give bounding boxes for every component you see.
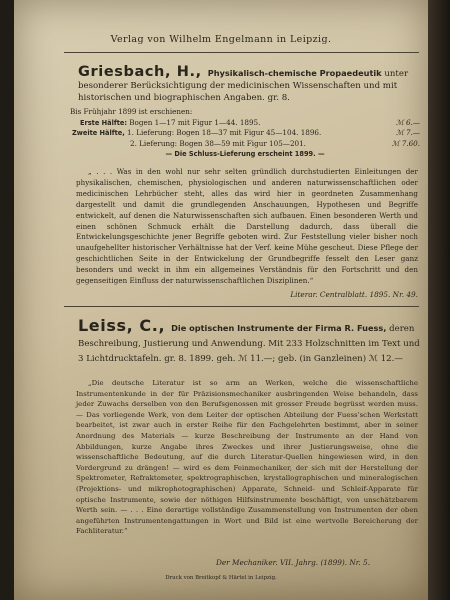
- edition-row: 2. Lieferung: Bogen 38—59 mit Figur 105—201. ℳ 7.60.: [130, 138, 420, 148]
- book-title-rest: deren Beschreibung, Justierung und Anwendung. Mit 233 Holzschnitten im Text und 3 Lichtdrucktafeln. gr. 8. 1899. geh. ℳ 11.—; geb. (in Ganzleinen) ℳ 12.—: [78, 324, 420, 364]
- entry-leiss-heading: [78, 318, 423, 367]
- edition-intro: Bis Frühjahr 1899 ist erschienen:: [70, 107, 193, 116]
- section-rule: [64, 306, 419, 307]
- completion-notice: — Die Schluss-Lieferung erscheint 1899. —: [165, 150, 325, 158]
- book-page: [14, 0, 428, 600]
- book-title: Die optischen Instrumente der Firma R. Fuess,: [171, 323, 387, 333]
- price: ℳ 7.60.: [391, 138, 420, 148]
- book-title: Physikalisch-chemische Propaedeutik: [207, 68, 382, 78]
- review-text: „Die deutsche Literatur ist so arm an Werken, welche die wissenschaftliche Instrumentenkunde in der für Präzisionsmechaniker ausbringenden Weise behandeln, dass jeder Zuwachs derselben von den Berufsgenossen mit grosser Freude begrüsst werden muss. — Das vorliegende Werk, von dem Leiter der optischen Abteilung der Fuess'schen Werkstatt bearbeitet, ist zwar auch in erster Reihe für den Fachgelehrten bestimmt, aber in seiner Anordnung des Materials — kurze Beschreibung der Instrumente an der Hand von Abbildungen, kurze Angabe ihres Zweckes und ihrer Justierungsweise, ohne die wissenschaftliche Bedeutung, auf die durch Literatur-Quellen hingewiesen wird, in den Vordergrund zu drängen! — wird es dem Feinmechaniker, der sich mit der Herstellung der Spektrometer, Refraktometer, spektrographischen, krystallographischen und mineralogischen (Projektions- und mikrophotographischen) Apparate, Schneid- und Schleif-Apparate für optische Instrumente, sowie der nöthigen Hilfsinstrumente beschäftigt, von unschätzbarem Werth sein. — . . . Eine derartige vollständige Zusammenstellung von Instrumenten der oben angeführten Instrumentengattungen in Wort und Bild ist eine wertvolle Bereicherung der Fachliteratur.“: [76, 379, 418, 536]
- review-source: Literar. Centralblatt. 1895. Nr. 49.: [290, 290, 418, 299]
- entry-griesbach-heading: [78, 66, 423, 104]
- author-name: Griesbach, H.,: [78, 64, 202, 80]
- printer-footer: Druck von Breitkopf & Härtel in Leipzig.: [165, 575, 277, 581]
- author-name: Leiss, C.,: [78, 316, 166, 335]
- review-text: „ . . . Was in den wohl nur sehr selten gründlich durchstudierten Einleitungen der physikalischen, chemischen, physiologischen und anderen naturwissenschaftlichen oder medicinischen Lehrbücher steht, alles das wird hier in geordneten Zusammenhang dargestellt und damit die grundlegenden Anschauungen, Hypothesen und Begriffe entwickelt, auf denen die Naturwissenschaften sich aufbauen. Einen besonderen Werth und einen schönen Schmuck erhält die Darstellung dadurch, dass überall die Entwickelungsgeschichte jener Begriffe geboten wird. Zur Feststellung vieler bisher noch unaufgehellter historischer Verhältnisse hat der Verf. keine Mühe gescheut. Diese Pflege der geschichtlichen Seite in der Entwickelung der Grundbegriffe fesselt den Leser ganz besonders und weckt in ihm ein allgemeines Verständnis für den Fortschritt und den gegenseitigen Einfluss der naturwissenschaftlichen Disziplinen.“: [76, 167, 418, 286]
- book-title-rest: unter besonderer Berücksichtigung der medicinischen Wissenschaften und mit historischen und biographischen Angaben. gr. 8.: [78, 69, 409, 103]
- edition-list: [70, 107, 420, 160]
- price: ℳ 6.—: [395, 117, 420, 127]
- edition-row: Zweite Hälfte, 1. Lieferung: Bogen 18—37 mit Figur 45—104. 1896. ℳ 7.—: [72, 128, 420, 137]
- edition-row: Erste Hälfte: Bogen 1—17 mit Figur 1—44. 1895. ℳ 6.—: [80, 117, 420, 127]
- publisher-header: Verlag von Wilhelm Engelmann in Leipzig.: [110, 34, 332, 45]
- header-rule: [64, 52, 419, 53]
- price: ℳ 7.—: [395, 128, 420, 137]
- review-source: Der Mechaniker. VII. Jahrg. (1899). Nr. 5.: [216, 558, 371, 567]
- book-edge: [428, 0, 450, 600]
